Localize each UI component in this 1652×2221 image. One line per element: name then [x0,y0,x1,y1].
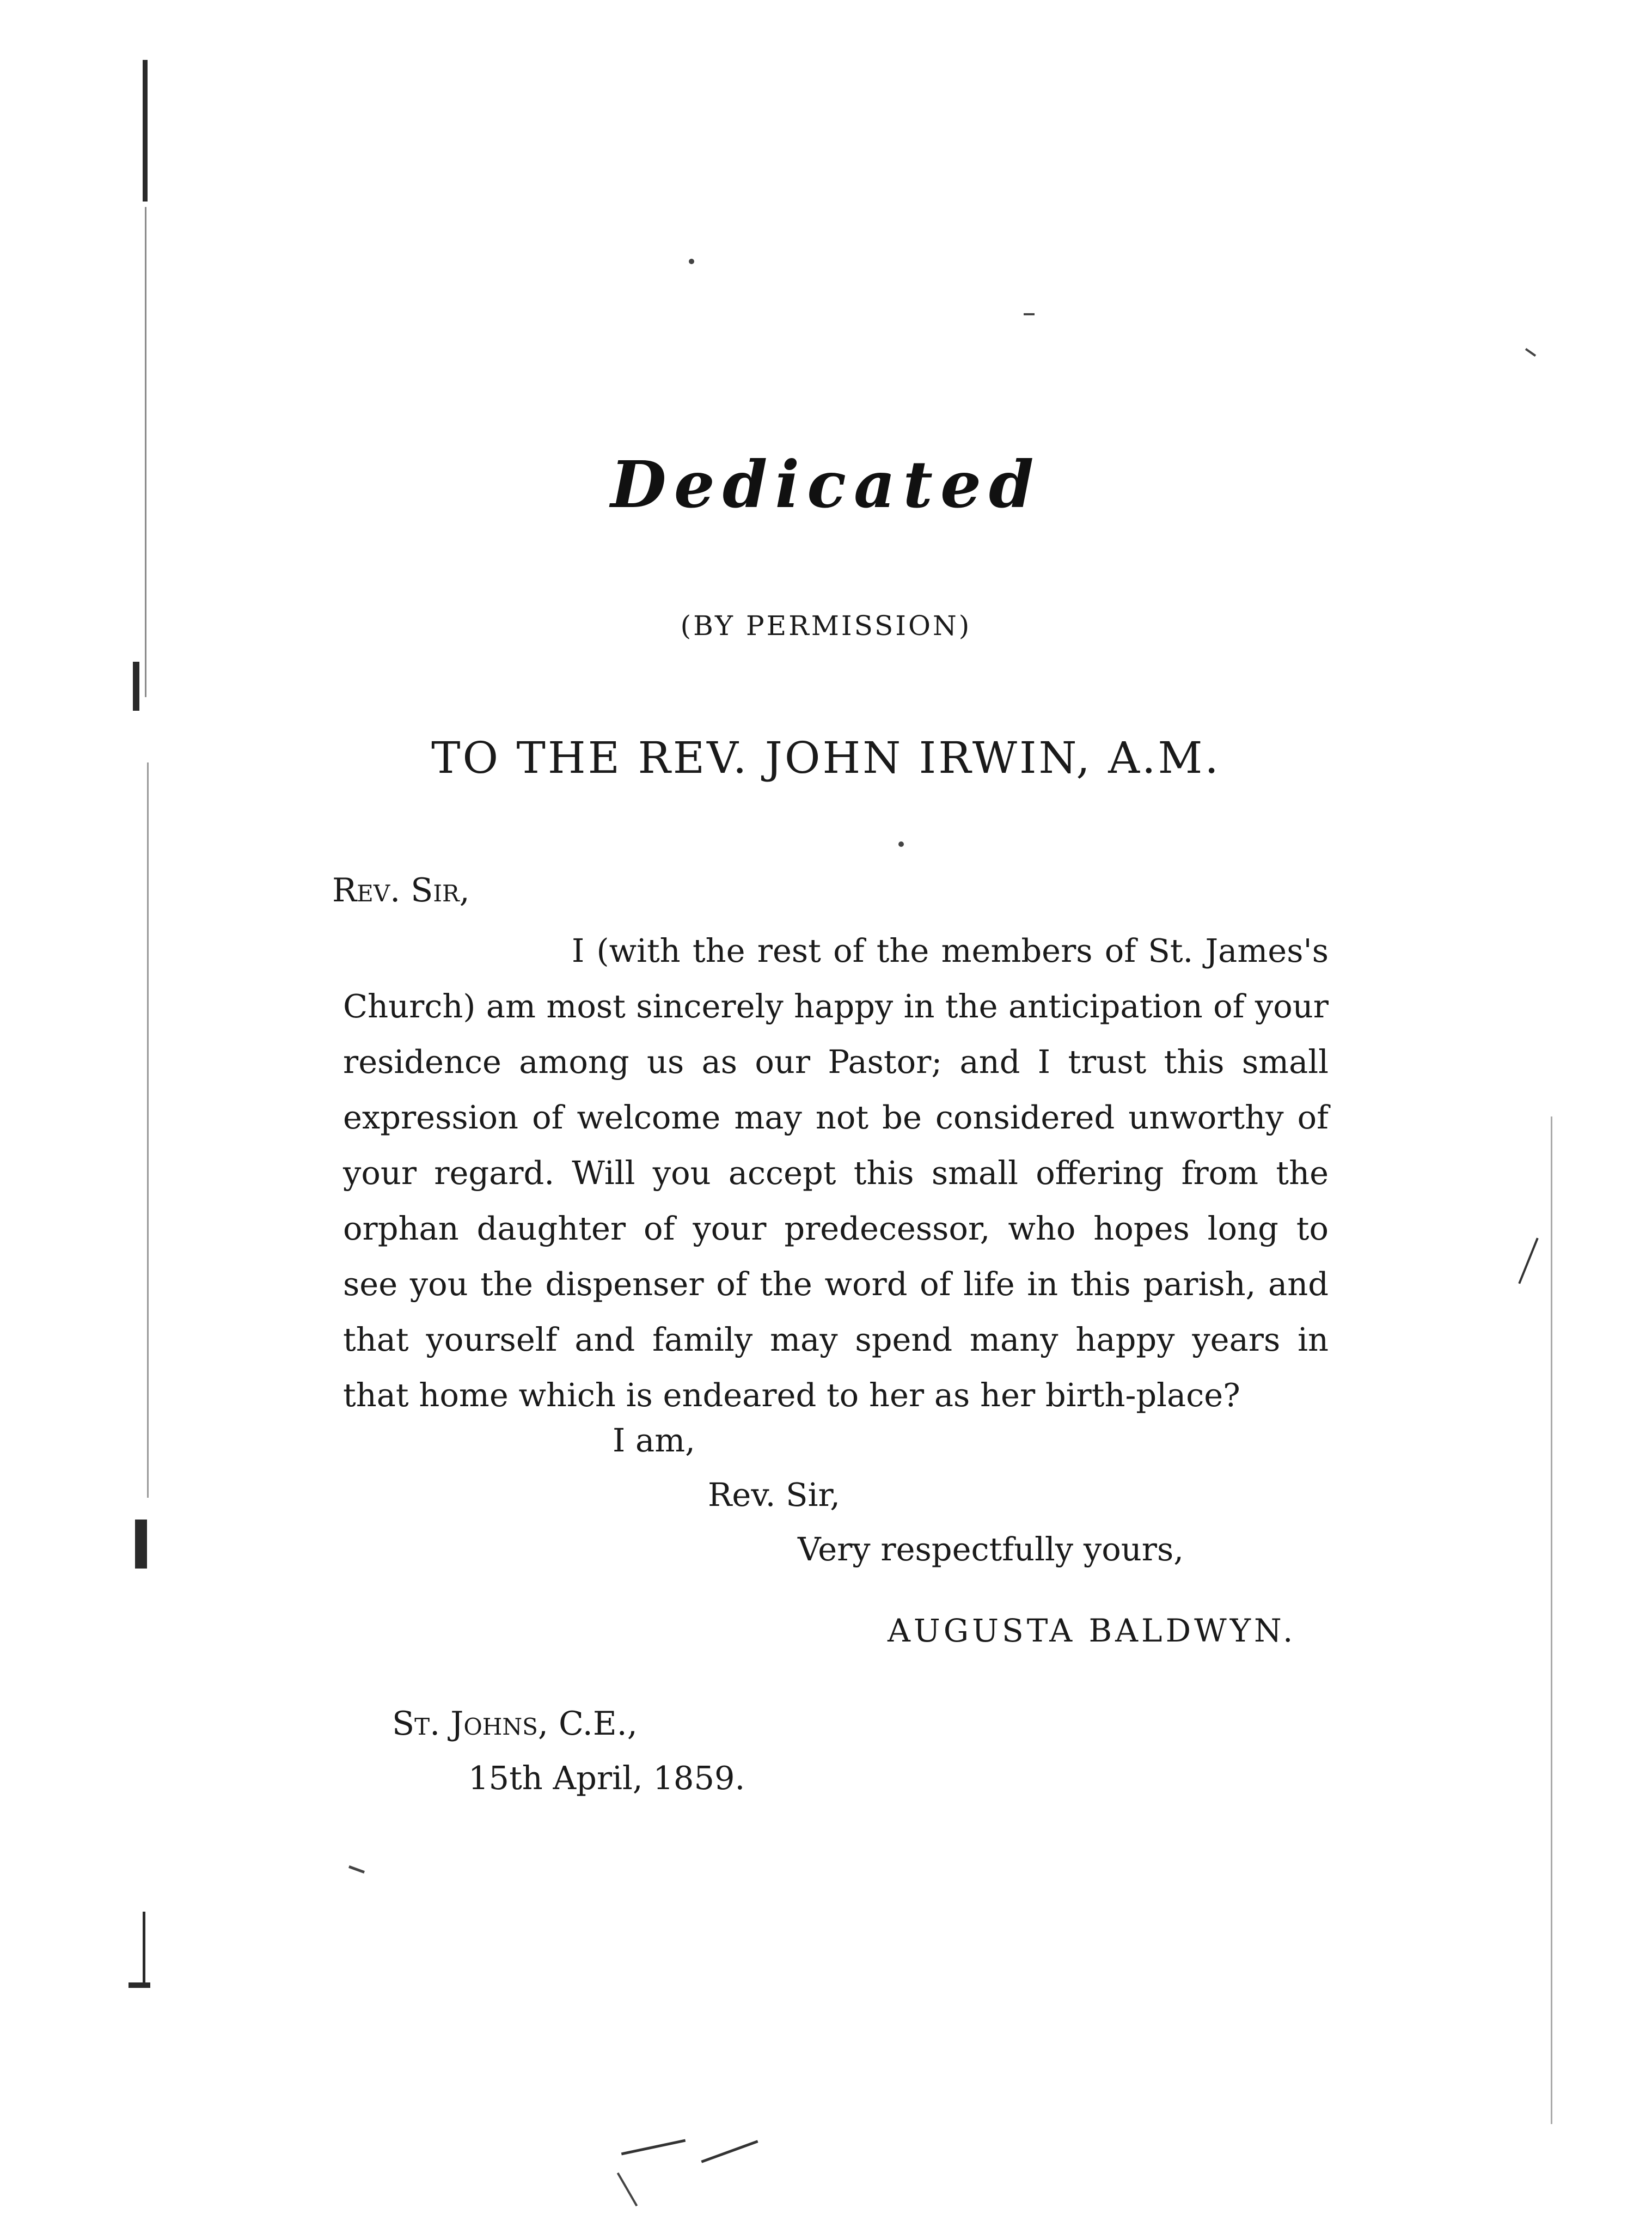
scan-stroke-mark [617,2173,638,2207]
letter-body: I (with the rest of the members of St. James's Church) am most sincerely happy in the anticipation of your residence among us as our Pastor; and I trust this small expression of welcome may not be considered unworthy of your regard. Will you accept this small offering from the orphan daughter of your predecessor, who hopes long to see you the dispenser of the word of life in this parish, and that yourself and family may spend many happy years in that home which is endeared to her as her birth-place? [343,932,1329,1414]
letter-salutation: Rev. Sir, [332,871,470,910]
addressee-line: TO THE REV. JOHN IRWIN, A.M. [431,733,1221,783]
scan-edge-line [147,762,149,1498]
scan-edge-line [1551,1116,1552,2124]
closing-line-1: I am, [613,1421,695,1459]
scan-speck [1024,313,1035,315]
scan-edge-mark [135,1520,147,1569]
scan-speck [1525,348,1536,357]
scan-stroke-mark [701,2140,758,2163]
scan-edge-mark [129,1982,150,1988]
scan-stroke-mark [621,2139,686,2156]
scan-edge-line [143,1912,145,1982]
scan-edge-mark [1518,1238,1538,1284]
letter-place: St. Johns, C.E., [392,1705,638,1743]
scan-speck [348,1865,365,1874]
dedication-title: Dedicated [610,447,1042,522]
permission-note: (BY PERMISSION) [680,610,972,642]
letter-date: 15th April, 1859. [468,1759,745,1797]
closing-line-2: Rev. Sir, [708,1476,840,1514]
scan-edge-mark [133,662,139,711]
scan-edge-line [143,60,148,202]
signature-name: AUGUSTA BALDWYN. [888,1612,1296,1649]
scan-speck [898,841,904,847]
scan-speck [689,259,694,264]
closing-line-3: Very respectfully yours, [798,1530,1184,1568]
